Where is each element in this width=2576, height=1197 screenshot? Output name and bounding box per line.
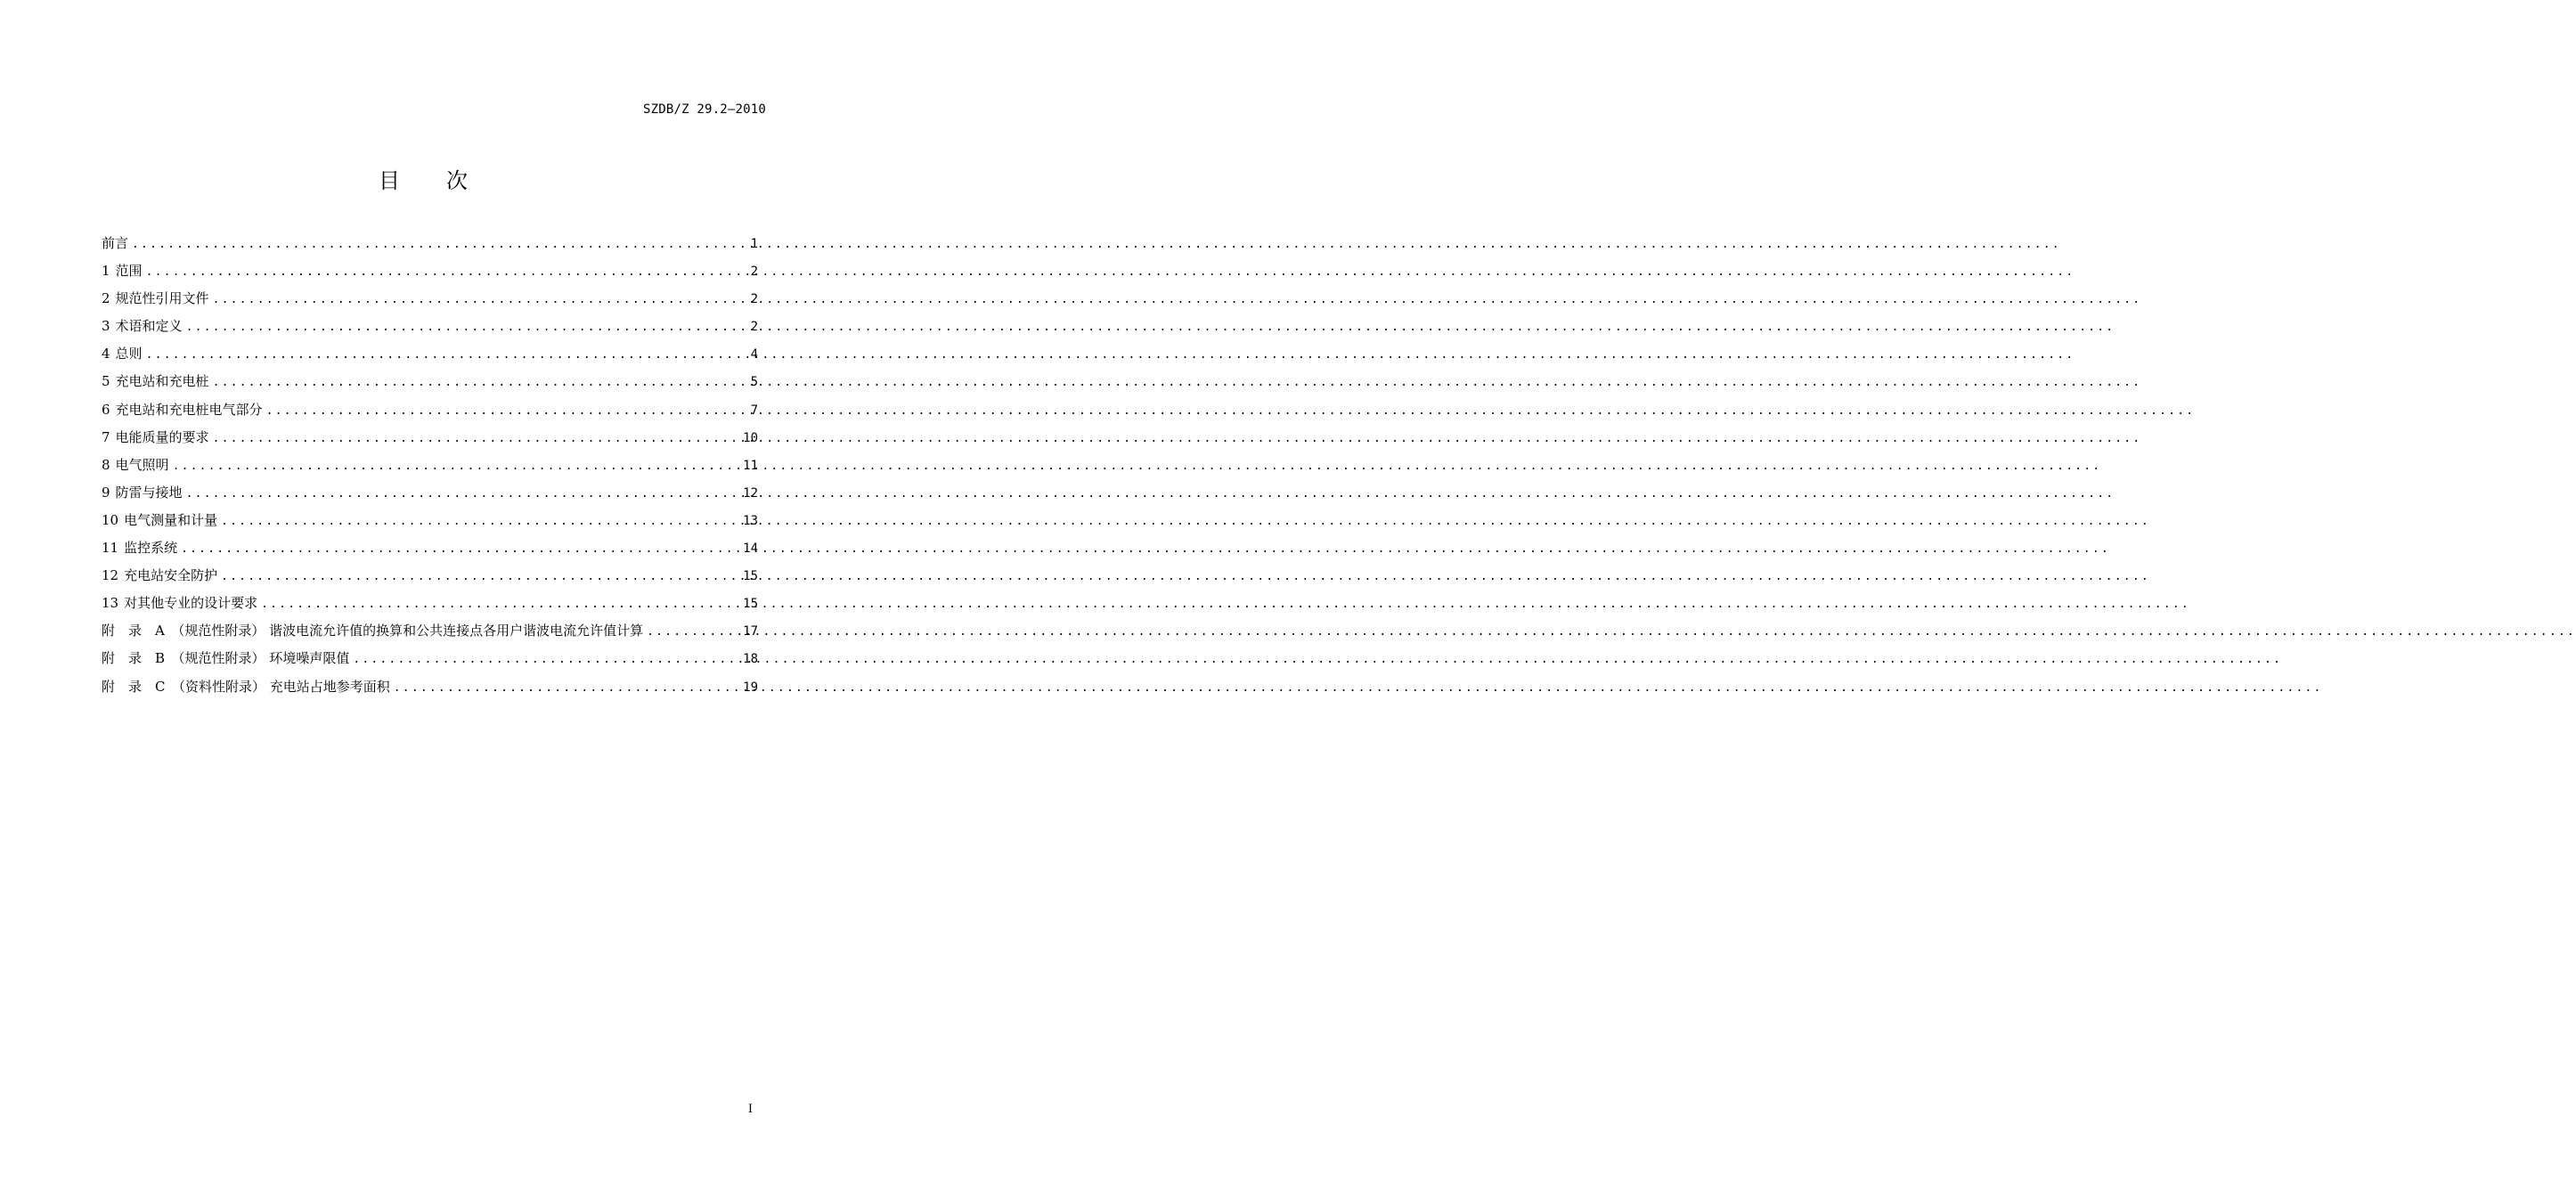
toc-leader-dots bbox=[647, 623, 738, 642]
toc-entry-1[interactable] bbox=[102, 261, 758, 289]
toc-entry-9[interactable] bbox=[102, 483, 758, 510]
toc-entry-3[interactable] bbox=[102, 316, 758, 344]
toc-entry-6[interactable] bbox=[102, 400, 758, 428]
toc-entry-label: 附 录 C （资料性附录） 充电站占地参考面积 bbox=[102, 678, 390, 695]
toc-entry-page: 19 bbox=[743, 680, 758, 695]
toc-entry-label: 6 充电站和充电桩电气部分 bbox=[102, 401, 263, 418]
toc-leader-dots bbox=[181, 540, 738, 559]
toc-entry-annex-a[interactable] bbox=[102, 621, 758, 648]
toc-title-part1: 目 bbox=[379, 168, 400, 193]
toc-entry-11[interactable] bbox=[102, 538, 758, 566]
toc-entry-label: 附 录 A （规范性附录） 谐波电流允许值的换算和公共连接点各用户谐波电流允许值计算 bbox=[102, 623, 644, 639]
toc-title bbox=[0, 163, 846, 194]
toc-entry-annex-b[interactable] bbox=[102, 648, 758, 676]
toc-entry-foreword[interactable] bbox=[102, 233, 758, 261]
toc-entry-label: 11 监控系统 bbox=[102, 540, 178, 557]
toc-title-part2: 次 bbox=[446, 168, 468, 193]
toc-entry-label: 前言 bbox=[102, 235, 129, 251]
toc-entry-10[interactable] bbox=[102, 510, 758, 538]
toc-entry-page: 13 bbox=[743, 513, 758, 528]
document-code: SZDB/Z 29.2—2010 bbox=[642, 102, 766, 117]
toc-entry-label: 5 充电站和充电桩 bbox=[102, 373, 209, 390]
toc-entry-page: 4 bbox=[750, 347, 758, 362]
toc-entry-label: 4 总则 bbox=[102, 346, 143, 362]
toc-leader-dots bbox=[221, 567, 738, 587]
toc-entry-label: 12 充电站安全防护 bbox=[102, 567, 218, 584]
toc-leader-dots bbox=[394, 679, 738, 698]
toc-leader-dots bbox=[221, 512, 738, 532]
toc-leader-dots bbox=[186, 318, 744, 338]
toc-entry-label: 2 规范性引用文件 bbox=[102, 290, 209, 307]
toc-entry-7[interactable] bbox=[102, 428, 758, 455]
toc-leader-dots bbox=[186, 484, 738, 504]
toc-leader-dots bbox=[213, 429, 738, 449]
toc-entry-page: 18 bbox=[743, 652, 758, 667]
toc-entry-annex-c[interactable] bbox=[102, 677, 758, 704]
toc-entry-label: 8 电气照明 bbox=[102, 456, 169, 473]
toc-leader-dots bbox=[146, 263, 744, 282]
page-number: I bbox=[747, 1103, 753, 1116]
toc-entry-label: 1 范围 bbox=[102, 263, 143, 280]
toc-entry-page: 2 bbox=[750, 320, 758, 335]
toc-entry-label: 13 对其他专业的设计要求 bbox=[102, 595, 258, 612]
toc-entry-page: 14 bbox=[743, 542, 758, 557]
toc-entry-page: 1 bbox=[750, 237, 758, 251]
toc-leader-dots bbox=[266, 402, 744, 421]
toc-entry-page: 11 bbox=[743, 458, 758, 473]
toc-entry-8[interactable] bbox=[102, 455, 758, 483]
toc-leader-dots bbox=[353, 650, 738, 670]
toc-leader-dots bbox=[261, 595, 738, 615]
toc-entry-page: 2 bbox=[750, 265, 758, 280]
toc-entry-2[interactable] bbox=[102, 289, 758, 316]
toc-entry-label: 附 录 B （规范性附录） 环境噪声限值 bbox=[102, 650, 350, 667]
toc-leader-dots bbox=[146, 346, 744, 365]
toc-entry-label: 10 电气测量和计量 bbox=[102, 511, 218, 528]
toc-leader-dots bbox=[173, 457, 738, 476]
toc-entry-12[interactable] bbox=[102, 566, 758, 593]
toc-leader-dots bbox=[132, 235, 744, 255]
toc-entry-5[interactable] bbox=[102, 371, 758, 399]
toc-entry-page: 17 bbox=[743, 624, 758, 639]
toc-entry-page: 10 bbox=[743, 430, 758, 445]
toc-entry-label: 9 防雷与接地 bbox=[102, 484, 183, 501]
toc-entry-page: 15 bbox=[743, 597, 758, 612]
toc-entry-page: 7 bbox=[750, 403, 758, 418]
toc-list bbox=[102, 233, 758, 704]
toc-entry-label: 3 术语和定义 bbox=[102, 318, 183, 335]
toc-leader-dots bbox=[213, 290, 744, 310]
toc-entry-page: 2 bbox=[750, 292, 758, 307]
toc-entry-page: 12 bbox=[743, 485, 758, 501]
toc-entry-label: 7 电能质量的要求 bbox=[102, 428, 209, 445]
toc-entry-page: 15 bbox=[743, 569, 758, 584]
toc-entry-page: 5 bbox=[750, 375, 758, 390]
toc-entry-4[interactable] bbox=[102, 344, 758, 371]
toc-leader-dots bbox=[213, 373, 744, 393]
toc-entry-13[interactable] bbox=[102, 593, 758, 621]
